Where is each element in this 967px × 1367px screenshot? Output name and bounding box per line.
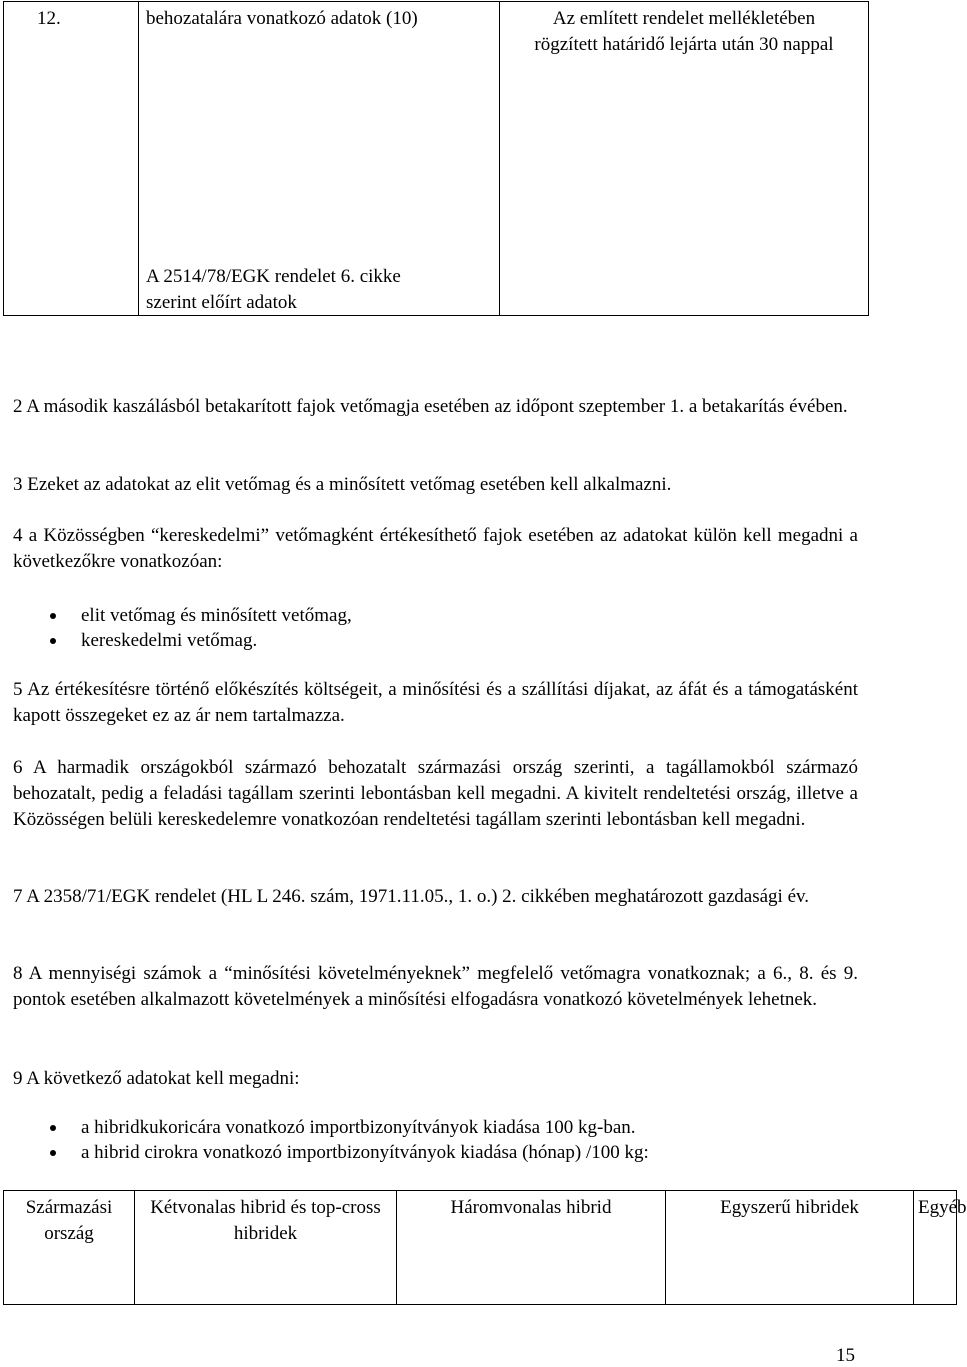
footnote-7: 7 A 2358/71/EGK rendelet (HL L 246. szám, 1971.11.05., 1. o.) 2. cikkében meghatározott gazdasági év. (13, 886, 810, 907)
footnote-6: 6 A harmadik országokból származó behozatalt származási ország szerinti, a tagállamokból származó behozatalt, pedig a feladási tagállam szerinti lebontásban kell megadni. A kivitelt rendeltetési ország, illetve a Közösségen belüli kereskedelemre vonatkozóan rendeltetési tagállam szerinti lebontásban kell megadni. (13, 757, 858, 830)
list-item: kereskedelmi vetőmag. (0, 628, 352, 653)
top-data-table (3, 1, 869, 316)
footnote-4: 4 a Közösségben “kereskedelmi” vetőmagként értékesíthető fajok esetében az adatokat külön kell megadni a következőkre vonatkozóan: (13, 525, 858, 572)
page-number: 15 (836, 1345, 855, 1366)
description-top: behozatalára vonatkozó adatok (10) (146, 8, 418, 29)
bullet-icon (50, 638, 56, 644)
bullet-icon (50, 613, 56, 619)
deadline-line1: Az említett rendelet mellékletében (552, 8, 816, 29)
deadline-line2: rögzített határidő lejárta után 30 nappal (534, 34, 834, 55)
table-header-cell: Kétvonalas hibrid és top-cross hibridek (135, 1191, 397, 1305)
bullet-icon (50, 1125, 56, 1131)
description-cell (139, 2, 500, 316)
footnote-2: 2 A második kaszálásból betakarított fajok vetőmagja esetében az időpont szeptember 1. a betakarítás évében. (13, 396, 848, 417)
table-header-cell: Egyéb (914, 1191, 957, 1305)
list-item: a hibridkukoricára vonatkozó importbizonyítványok kiadása 100 kg-ban. (0, 1115, 649, 1140)
bullet-icon (50, 1150, 56, 1156)
description-bottom-line2: szerint előírt adatok (146, 292, 297, 313)
footnote-9: 9 A következő adatokat kell megadni: (13, 1068, 300, 1089)
footnote-8: 8 A mennyiségi számok a “minősítési követelményeknek” megfelelő vetőmagra vonatkoznak; a 6., 8. és 9. pontok esetében alkalmazott követelmények a minősítési elfogadásra vonatkozó követelmények lehetnek. (13, 963, 858, 1010)
description-bottom-line1: A 2514/78/EGK rendelet 6. cikke (146, 266, 401, 287)
table-header-cell: Egyszerű hibridek (666, 1191, 914, 1305)
footnote-9-bullet-list (0, 1115, 649, 1165)
footnote-4-bullet-list (0, 603, 352, 653)
row-number-cell: 12. (4, 2, 139, 316)
footnote-5: 5 Az értékesítésre történő előkészítés költségeit, a minősítési és a szállítási díjakat, az áfát és a támogatásként kapott összegeket ez az ár nem tartalmazza. (13, 679, 858, 726)
deadline-cell (500, 2, 869, 316)
footnote-3: 3 Ezeket az adatokat az elit vetőmag és a minősített vetőmag esetében kell alkalmazni. (13, 474, 672, 495)
table-header-cell: Háromvonalas hibrid (397, 1191, 666, 1305)
table-header-cell: Származási ország (4, 1191, 135, 1305)
import-certificate-table (3, 1190, 967, 1305)
list-item: a hibrid cirokra vonatkozó importbizonyítványok kiadása (hónap) /100 kg: (0, 1140, 649, 1165)
description-bottom (146, 264, 401, 316)
list-item: elit vetőmag és minősített vetőmag, (0, 603, 352, 628)
